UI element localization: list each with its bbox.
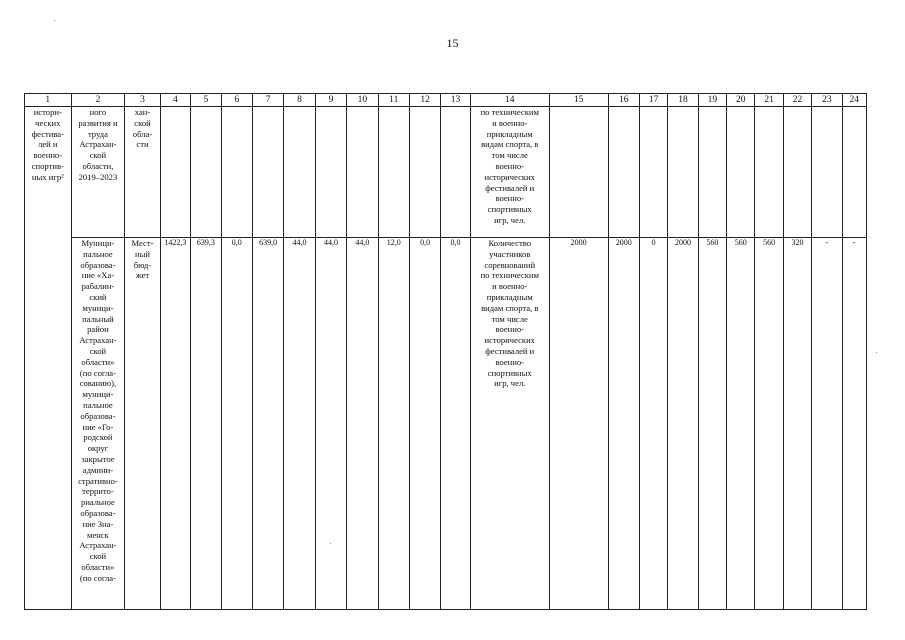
- value-cell: 639,3: [191, 238, 221, 610]
- header-cell: 14: [470, 94, 549, 107]
- empty-cell: [549, 107, 608, 238]
- header-cell: 17: [639, 94, 667, 107]
- indicator-cell: Количество участников соревнований по техническим и военно- прикладным видам спорта, в том числе военно- исторических фестивалей и военно- спортивных игр, чел.: [470, 238, 549, 610]
- empty-cell: [409, 107, 440, 238]
- value-cell: 320: [783, 238, 811, 610]
- header-cell: 15: [549, 94, 608, 107]
- measure-name-cell: истори- ческих фестива- лей и военно- спортив- ных игр²: [25, 107, 72, 610]
- header-row: [25, 94, 867, 107]
- scan-speck: [330, 543, 331, 544]
- value-cell: 560: [755, 238, 783, 610]
- header-cell: 21: [755, 94, 783, 107]
- empty-cell: [668, 107, 698, 238]
- table-row: [25, 107, 867, 238]
- empty-cell: [441, 107, 470, 238]
- value-cell: 1422,3: [160, 238, 190, 610]
- value-cell: 2000: [608, 238, 639, 610]
- value-cell: 560: [727, 238, 755, 610]
- empty-cell: [221, 107, 252, 238]
- header-cell: 13: [441, 94, 470, 107]
- header-cell: 23: [812, 94, 842, 107]
- table-row: [25, 238, 867, 610]
- header-cell: 3: [125, 94, 160, 107]
- header-cell: 16: [608, 94, 639, 107]
- value-cell: 2000: [549, 238, 608, 610]
- empty-cell: [315, 107, 346, 238]
- header-cell: 8: [284, 94, 315, 107]
- value-cell: 0,0: [441, 238, 470, 610]
- empty-cell: [639, 107, 667, 238]
- empty-cell: [252, 107, 283, 238]
- header-cell: 11: [378, 94, 409, 107]
- empty-cell: [755, 107, 783, 238]
- header-cell: 22: [783, 94, 811, 107]
- empty-cell: [698, 107, 726, 238]
- value-cell: 44,0: [284, 238, 315, 610]
- value-cell: 0,0: [409, 238, 440, 610]
- executor-cell: ного развития и труда Астрахан- ской области, 2019–2023: [71, 107, 125, 238]
- empty-cell: [608, 107, 639, 238]
- empty-cell: [812, 107, 842, 238]
- value-cell: 2000: [668, 238, 698, 610]
- scan-speck: [54, 20, 55, 21]
- header-cell: 9: [315, 94, 346, 107]
- indicator-cell: по техническим и военно- прикладным видам спорта, в том числе военно- исторических фестивалей и военно- спортивных игр, чел.: [470, 107, 549, 238]
- empty-cell: [284, 107, 315, 238]
- header-cell: 7: [252, 94, 283, 107]
- value-cell: -: [842, 238, 866, 610]
- header-cell: 18: [668, 94, 698, 107]
- header-cell: 20: [727, 94, 755, 107]
- empty-cell: [378, 107, 409, 238]
- value-cell: 0,0: [221, 238, 252, 610]
- source-cell: хан- ской обла- сти: [125, 107, 160, 238]
- header-cell: 10: [347, 94, 378, 107]
- header-cell: 2: [71, 94, 125, 107]
- empty-cell: [160, 107, 190, 238]
- header-cell: 24: [842, 94, 866, 107]
- value-cell: 560: [698, 238, 726, 610]
- value-cell: 0: [639, 238, 667, 610]
- empty-cell: [842, 107, 866, 238]
- empty-cell: [727, 107, 755, 238]
- header-cell: 4: [160, 94, 190, 107]
- executor-cell: Муници- пальное образова- ние «Ха- рабалин- ский муници- пальный район Астрахан- ской области» (по согла- сованию), муници- пальное образова- ние «Го- родской округ закрытое админи- стративно- террито- риальное образова- ние Зна- менск Астрахан- ской области» (по согла-: [71, 238, 125, 610]
- header-cell: 19: [698, 94, 726, 107]
- value-cell: -: [812, 238, 842, 610]
- value-cell: 44,0: [315, 238, 346, 610]
- header-cell: 5: [191, 94, 221, 107]
- source-cell: Мест- ный бюд- жет: [125, 238, 160, 610]
- header-cell: 6: [221, 94, 252, 107]
- value-cell: 639,0: [252, 238, 283, 610]
- header-cell: 1: [25, 94, 72, 107]
- page-number: 15: [446, 36, 459, 50]
- header-cell: 12: [409, 94, 440, 107]
- empty-cell: [347, 107, 378, 238]
- empty-cell: [783, 107, 811, 238]
- budget-table: [24, 93, 867, 610]
- value-cell: 12,0: [378, 238, 409, 610]
- scan-speck: [876, 352, 877, 353]
- value-cell: 44,0: [347, 238, 378, 610]
- empty-cell: [191, 107, 221, 238]
